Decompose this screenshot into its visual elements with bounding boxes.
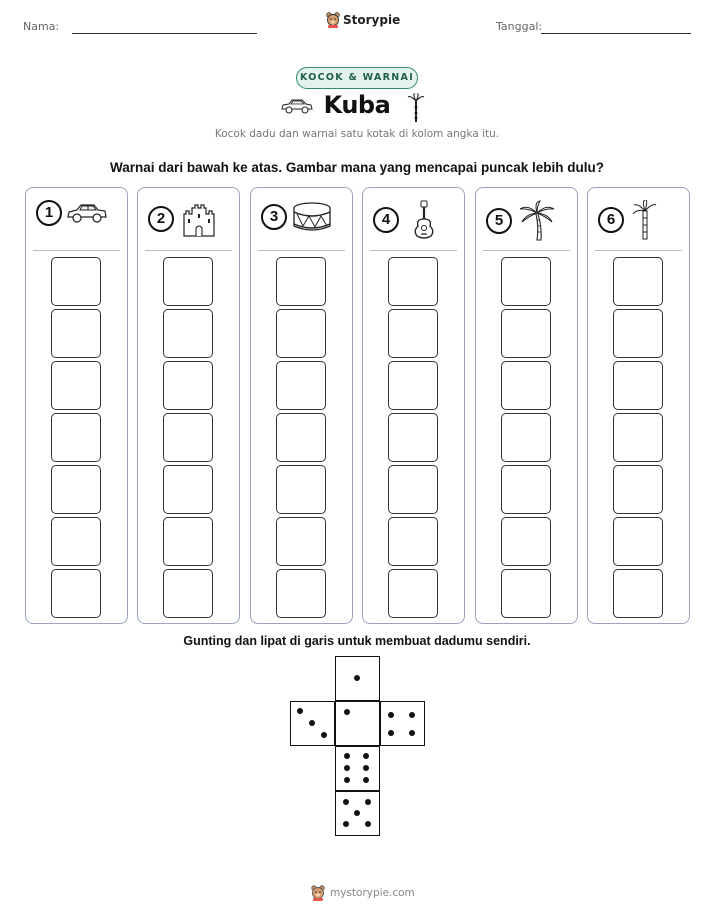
color-box[interactable] [501, 465, 551, 514]
die-pip [365, 799, 371, 805]
subtitle: Kocok dadu dan warnai satu kotak di kolom angka itu. [214, 128, 500, 140]
die-pip [363, 765, 369, 771]
bear-icon [311, 885, 325, 901]
color-box[interactable] [613, 309, 663, 358]
color-box[interactable] [51, 361, 101, 410]
color-box[interactable] [501, 569, 551, 618]
die-pip [321, 732, 327, 738]
color-box[interactable] [276, 361, 326, 410]
color-box[interactable] [51, 257, 101, 306]
color-box[interactable] [613, 257, 663, 306]
column-number: 5 [486, 208, 512, 234]
die-pip [388, 712, 394, 718]
color-box[interactable] [388, 361, 438, 410]
color-box[interactable] [613, 465, 663, 514]
column-divider [33, 250, 120, 251]
color-box[interactable] [613, 517, 663, 566]
die-pip [354, 675, 360, 681]
color-box[interactable] [613, 413, 663, 462]
color-box[interactable] [276, 517, 326, 566]
date-label: Tanggal: [496, 20, 543, 33]
die-face-3[interactable] [290, 701, 335, 746]
die-pip [344, 709, 350, 715]
color-box[interactable] [163, 361, 213, 410]
die-pip [365, 821, 371, 827]
die-pip [409, 730, 415, 736]
color-box[interactable] [51, 413, 101, 462]
car-icon [66, 200, 108, 226]
die-pip [309, 720, 315, 726]
bear-icon [326, 12, 340, 28]
color-box[interactable] [501, 517, 551, 566]
column-number: 1 [36, 200, 62, 226]
sugarcane-icon [628, 200, 662, 240]
die-pip [344, 765, 350, 771]
name-line[interactable] [72, 33, 257, 34]
die-pip [343, 799, 349, 805]
color-box[interactable] [51, 465, 101, 514]
color-box[interactable] [276, 257, 326, 306]
color-box[interactable] [276, 413, 326, 462]
color-box[interactable] [501, 413, 551, 462]
color-box[interactable] [613, 361, 663, 410]
color-box[interactable] [276, 465, 326, 514]
footer [311, 885, 415, 901]
color-box[interactable] [163, 465, 213, 514]
guitar-icon [403, 200, 445, 240]
date-line[interactable] [541, 33, 691, 34]
instruction-text: Warnai dari bawah ke atas. Gambar mana yang mencapai puncak lebih dulu? [110, 160, 604, 175]
die-pip [388, 730, 394, 736]
die-face-5[interactable] [335, 791, 380, 836]
die-face-6[interactable] [335, 746, 380, 791]
color-box[interactable] [163, 569, 213, 618]
castle-icon [178, 200, 218, 238]
column-6 [587, 187, 690, 624]
column-5 [475, 187, 578, 624]
color-box[interactable] [501, 257, 551, 306]
die-face-1[interactable] [335, 701, 380, 746]
column-2 [137, 187, 240, 624]
die-face-1[interactable] [335, 656, 380, 701]
sugarcane-icon [406, 93, 426, 123]
color-box[interactable] [501, 309, 551, 358]
die-pip [409, 712, 415, 718]
die-instruction: Gunting dan lipat di garis untuk membuat dadumu sendiri. [183, 634, 531, 648]
die-pip [297, 708, 303, 714]
color-box[interactable] [163, 517, 213, 566]
color-box[interactable] [163, 413, 213, 462]
column-divider [370, 250, 457, 251]
column-3 [250, 187, 353, 624]
die-face-4[interactable] [380, 701, 425, 746]
color-box[interactable] [163, 257, 213, 306]
column-divider [595, 250, 682, 251]
die-pip [344, 777, 350, 783]
column-1 [25, 187, 128, 624]
color-box[interactable] [388, 309, 438, 358]
die-pip [363, 753, 369, 759]
activity-badge: KOCOK & WARNAI [296, 67, 418, 89]
column-number: 3 [261, 204, 287, 230]
color-box[interactable] [388, 413, 438, 462]
palm-tree-icon [516, 200, 558, 242]
column-divider [483, 250, 570, 251]
color-box[interactable] [51, 517, 101, 566]
drum-icon [291, 200, 333, 234]
column-divider [258, 250, 345, 251]
color-box[interactable] [388, 257, 438, 306]
brand-logo [326, 12, 400, 28]
die-pip [344, 753, 350, 759]
footer-url: mystorypie.com [330, 887, 415, 899]
color-box[interactable] [613, 569, 663, 618]
color-box[interactable] [51, 569, 101, 618]
die-pip [363, 777, 369, 783]
die-pip [354, 810, 360, 816]
column-number: 2 [148, 206, 174, 232]
column-number: 6 [598, 207, 624, 233]
color-box[interactable] [276, 309, 326, 358]
page-title: Kuba [323, 91, 391, 119]
column-number: 4 [373, 207, 399, 233]
color-box[interactable] [163, 309, 213, 358]
color-box[interactable] [388, 569, 438, 618]
brand-name: Storypie [343, 13, 401, 27]
color-box[interactable] [388, 465, 438, 514]
column-4 [362, 187, 465, 624]
color-box[interactable] [276, 569, 326, 618]
color-box[interactable] [501, 361, 551, 410]
name-label: Nama: [23, 20, 60, 33]
color-box[interactable] [51, 309, 101, 358]
die-pip [343, 821, 349, 827]
column-divider [145, 250, 232, 251]
color-box[interactable] [388, 517, 438, 566]
